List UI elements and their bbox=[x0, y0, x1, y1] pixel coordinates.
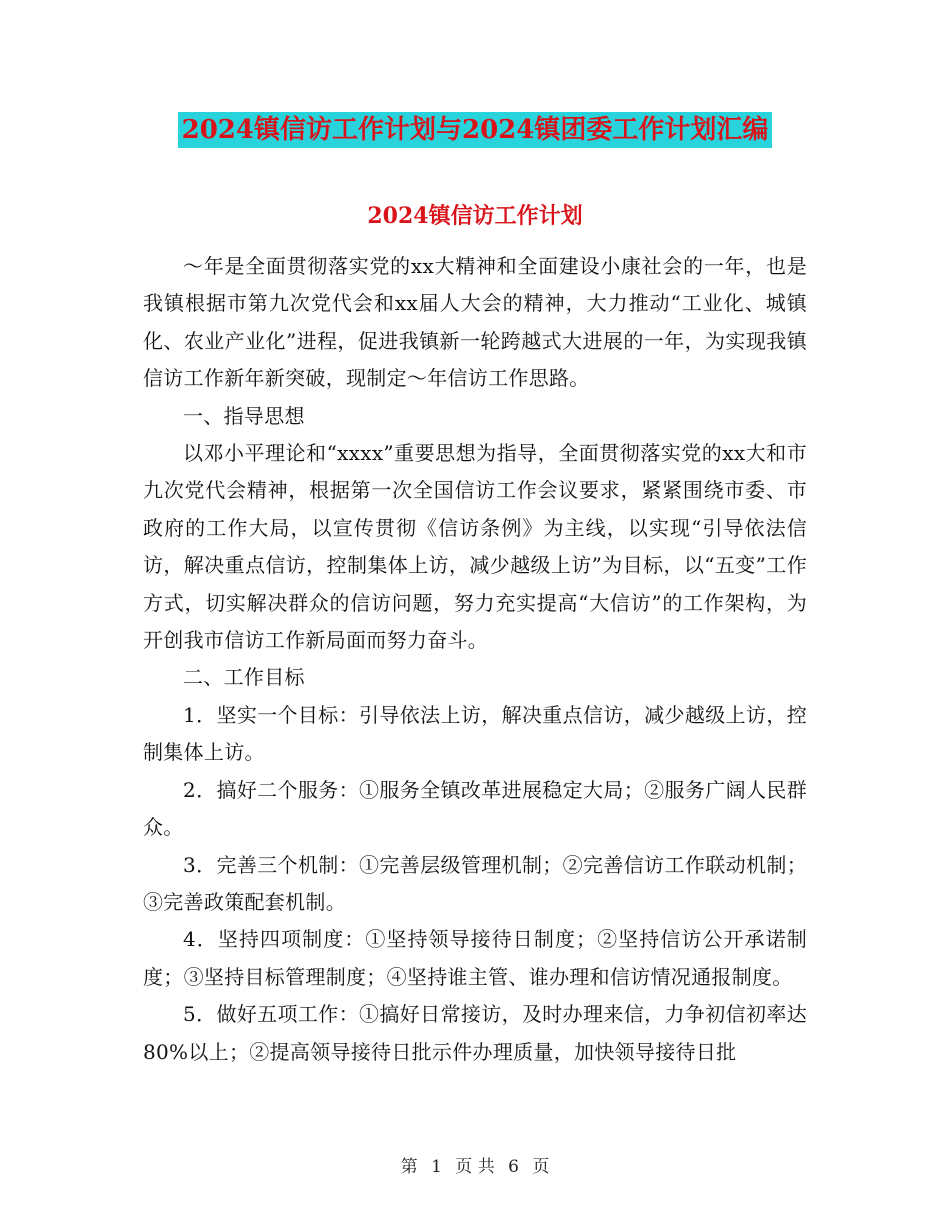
heading-guiding-thought: 一、指导思想 bbox=[183, 403, 305, 428]
paragraph-goal-2: 2．搞好二个服务：①服务全镇改革进展稳定大局；②服务广阔人民群众。 bbox=[143, 777, 807, 840]
paragraph-goal-3: 3．完善三个机制：①完善层级管理机制；②完善信访工作联动机制；③完善政策配套机制。 bbox=[143, 852, 807, 914]
footer-suffix: 页 bbox=[532, 1157, 550, 1177]
footer-prefix: 第 bbox=[400, 1157, 418, 1177]
document-title-container bbox=[0, 112, 950, 148]
heading-work-goals: 二、工作目标 bbox=[183, 665, 305, 690]
paragraph-guiding-thought: 以邓小平理论和“xxxx”重要思想为指导，全面贯彻落实党的xx大和市九次党代会精神，根据第一次全国信访工作会议要求，紧紧围绕市委、市政府的工作大局，以宣传贯彻《信访条例》为主线，以实现“引导依法信访，解决重点信访，控制集体上访，减少越级上访”为目标，以“五变”工作方式，切实解决群众的信访问题，努力充实提高“大信访”的工作架构，为开创我市信访工作新局面而努力奋斗。 bbox=[143, 441, 807, 653]
document-title: 2024镇信访工作计划与2024镇团委工作计划汇编 bbox=[178, 112, 773, 148]
footer-middle: 页 共 bbox=[455, 1157, 495, 1177]
paragraph-intro: ～年是全面贯彻落实党的xx大精神和全面建设小康社会的一年，也是我镇根据市第九次党代会和xx届人大会的精神，大力推动“工业化、城镇化、农业产业化”进程，促进我镇新一轮跨越式大进展的一年，为实现我镇信访工作新年新突破，现制定～年信访工作思路。 bbox=[143, 254, 807, 391]
paragraph-goal-4: 4．坚持四项制度：①坚持领导接待日制度；②坚持信访公开承诺制度；③坚持目标管理制度；④坚持谁主管、谁办理和信访情况通报制度。 bbox=[143, 927, 807, 989]
paragraph-goal-5: 5．做好五项工作：①搞好日常接访，及时办理来信，力争初信初率达80%以上；②提高领导接待日批示件办理质量，加快领导接待日批 bbox=[143, 1002, 807, 1064]
footer-total-pages: 6 bbox=[508, 1157, 519, 1177]
page-footer bbox=[0, 1152, 950, 1177]
section-title: 2024镇信访工作计划 bbox=[367, 203, 583, 229]
document-body bbox=[143, 248, 807, 1071]
paragraph-goal-1: 1．坚实一个目标：引导依法上访，解决重点信访，减少越级上访，控制集体上访。 bbox=[143, 702, 807, 765]
footer-page-number: 1 bbox=[431, 1157, 442, 1177]
